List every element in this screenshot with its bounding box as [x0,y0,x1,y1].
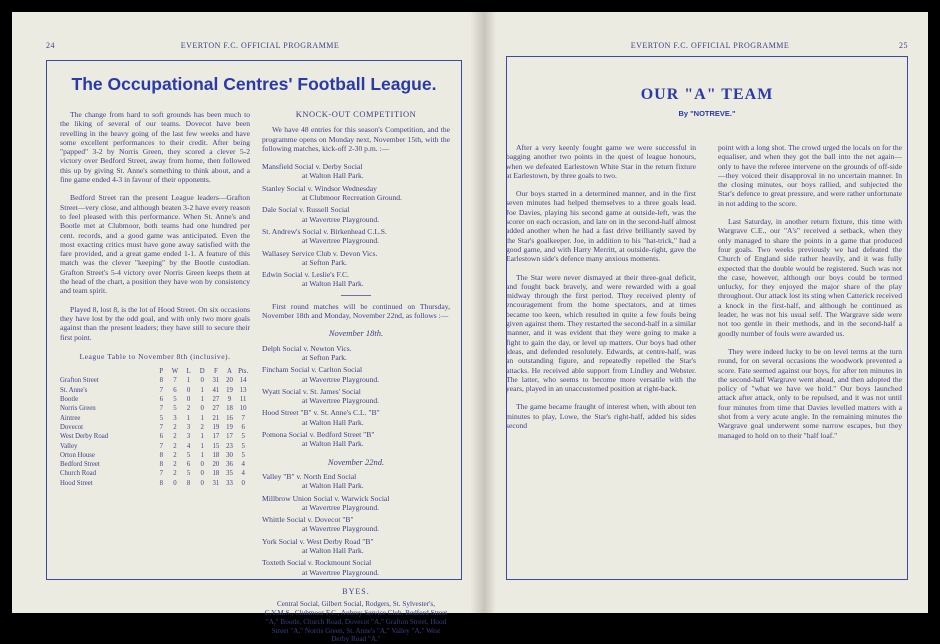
fixture-match: Edwin Social v. Leslie's F.C. [262,270,349,280]
table-cell: 19 [226,423,233,431]
fixture-match: Mansfield Social v. Derby Social [262,162,363,172]
table-row [60,395,250,404]
fixture [262,365,450,384]
team-name-cell: Orton House [60,451,95,459]
table-cell: 4 [186,442,191,450]
fixture-venue: at Sefton Park. [302,352,347,362]
table-cell: 14 [239,377,247,385]
article-paragraph: The Star were never dismayed at their three-goal deficit, and fought back bravely, and were rewarded with a goal midway through the first period. They received plenty of encouragement from the home spectators, and at times became too keen, which resulted in quite a few fouls being given against them. They restarted the second-half in a similar manner, and it was evident that they were going to make a fight to gain the day, or level up matters. Our boys had other ideas, and defended resolutely. Edwards, at centre-half, was an outstanding figure, and repeatedly repelled the Star's attacks. He received able support from Lindley and Webster. The latter, who seems to become more versatile with the years, played in an unaccustomed position at right-back. [506,272,696,394]
table-column-header: L [186,368,191,376]
league-table [60,367,250,488]
article-paragraph: Played 8, lost 8, is the lot of Hood Street. On six occasions they have lost by the odd goal, and with only two more goals against than the present leaders; they have still to secure their first point. [60,304,250,342]
table-cell: 1 [186,414,191,422]
table-column-header: P [159,368,164,376]
table-cell: 0 [200,479,204,487]
table-cell: 0 [200,461,204,469]
article-paragraph: Bedford Street ran the present League leaders—Grafton Street—very close, and although beaten 3-2 have every reason to feel pleased with this performance. When St. Anne's and Bootle met at Clubmoor, both teams had one hundred per cent. records, and a good game was anticipated. Even the most exacting critics must have gone away satisfied with the fare provided, and a great game ended 1-1. A feature of this match was the clever "keeping" by the Bootle custodian. Grafton Street's 5-4 victory over Norris Green keeps them at the head of the chart, a position they have won by consistency and team spirit. [60,193,250,296]
table-cell: 4 [241,470,245,478]
fixture-date-heading: November 22nd. [327,456,385,467]
table-row [60,376,250,385]
table-cell: 2 [173,423,177,431]
table-cell: 1 [200,442,204,450]
table-cell: 1 [186,377,191,385]
fixture-venue: at Walton Hall Park. [302,545,364,555]
knockout-heading: KNOCK-OUT COMPETITION [295,109,417,119]
table-cell: 5 [173,396,177,404]
programme-spread [12,12,928,644]
table-cell: 11 [239,396,247,404]
fixture [262,558,450,577]
fixture-venue: at Clubmoor Recreation Ground. [302,193,402,203]
table-cell: 9 [227,396,232,404]
table-cell: 13 [239,386,247,394]
article-title: OUR "A" TEAM [640,86,774,103]
table-cell: 4 [241,461,245,469]
table-cell: 1 [200,451,204,459]
left-page [12,12,474,644]
left-column-2 [262,110,450,644]
table-cell: 5 [173,405,177,413]
fixture-venue: at Wavertree Playground. [302,374,380,384]
fixture-list-22nd [262,472,450,577]
table-cell: 5 [241,442,245,450]
fixture [262,249,450,268]
table-cell: 17 [226,433,233,441]
table-cell: 1 [200,386,204,394]
article-paragraph: Last Saturday, in another return fixture, this time with Wargrave C.E., our "A's" received a setback, when they only managed to share the points in a game that produced four goals. Two weeks previously we had defeated the Church of England side rather heavily, and it was fully expected that the double would be registered. Such was not the case, however, although our boys could be termed unlucky, for they enjoyed the major share of the play throughout. Our attack lost its sting when Catterick received a knock in the first-half, and although he continued as leader, he was not his usual self. The Wargrave side were not too gentle in their methods, and in the second-half a goodly number of fouls were awarded us. [718,217,902,338]
team-name-cell: Bedford Street [60,461,100,469]
table-cell: 27 [212,396,220,404]
table-row [60,451,250,460]
table-cell: 1 [200,433,204,441]
table-cell: 31 [212,377,220,385]
fixture-match: Delph Social v. Newton Vics. [262,343,352,353]
fixture [262,494,450,513]
fixture-venue: at Sefton Park. [302,257,347,267]
table-cell: 0 [186,396,191,404]
table-cell: 5 [241,433,245,441]
table-cell: 0 [173,479,177,487]
fixture-venue: at Wavertree Playground. [302,214,380,224]
table-cell: 6 [159,433,163,441]
table-column-header: F [213,368,218,376]
left-running-title: EVERTON F.C. OFFICIAL PROGRAMME [180,41,340,50]
fixture-list-18th [262,344,450,449]
table-cell: 33 [226,479,233,487]
fixture-venue: at Walton Hall Park. [302,481,364,491]
table-cell: 8 [159,479,163,487]
table-cell: 7 [159,442,163,450]
fixture [262,270,450,289]
table-cell: 10 [239,405,247,413]
team-name-cell: St. Anne's [60,386,88,394]
table-cell: 6 [159,396,163,404]
table-cell: 5 [186,451,191,459]
fixture-match: Whittle Social v. Dovecot "B" [262,515,354,525]
fixture-venue: at Wavertree Playground. [302,236,380,246]
article-paragraph: Our boys started in a determined manner, and in the first seven minutes had helped themselves to a three goals lead. Joe Davies, playing his second game at outside-left, was the scorer on each occasion, and late on in the second-half almost added another when he had a fast drive brilliantly saved by the Star's goalkeeper. Joe, in addition to his "hat-trick," had a good game, and with Harry Merritt, at outside-right, gave the Earlestown side's defence many anxious moments. [506,189,696,264]
left-running-head [12,41,474,53]
team-name-cell: Aintree [60,414,81,422]
article-paragraph: The game became fraught of interest when, with about ten minutes to play, Lowe, the Star's right-half, added his sides second [506,402,696,431]
table-cell: 20 [226,377,233,385]
fixture-list-first [262,162,450,289]
fixture [262,162,450,181]
table-cell: 2 [200,423,204,431]
table-cell: 7 [173,377,177,385]
table-cell: 17 [212,433,220,441]
table-cell: 2 [173,470,177,478]
fixture-venue: at Walton Hall Park. [302,439,364,449]
team-name-cell: Valley [60,442,78,450]
table-cell: 6 [241,423,245,431]
table-cell: 2 [186,405,191,413]
fixture [262,515,450,534]
table-cell: 7 [159,470,163,478]
table-cell: 36 [226,461,233,469]
right-column-1 [506,143,696,439]
fixture-venue: at Wavertree Playground. [302,396,380,406]
first-round-note: First round matches will be continued on Thursday, November 18th and Monday, November 22nd, as follows :— [262,301,450,321]
byes-text: Central Social, Gilbert Social, Rodgers, St. Sylvester's, C.Y.M.S., Clubmoor F.C., Aubrey Service Club, Bedford Street "A," Bootle, Church Road, Dovecot "A," Grafton Street, Hood Street "A," Norris Green, St. Anne's "A," Valley "A," West Derby Road "A." [264,600,448,644]
fixture-match: Fincham Social v. Carlton Social [262,365,363,375]
table-row [60,479,250,488]
fixture-match: York Social v. West Derby Road "B" [262,536,374,546]
knockout-intro: We have 48 entries for this season's Competition, and the programme opens on Monday next, November 15th, with the following matches, kick-off 2-30 p.m. :— [262,125,450,153]
fixture [262,344,450,363]
team-name-cell: Dovecot [60,423,84,431]
table-cell: 18 [212,451,220,459]
fixture [262,184,450,203]
table-row [60,423,250,432]
fixture-match: Valley "B" v. North End Social [262,471,357,481]
fixture [262,408,450,427]
fixture-match: Pomona Social v. Bedford Street "B" [262,430,375,440]
table-cell: 2 [173,461,177,469]
table-row [60,442,250,451]
table-cell: 18 [212,470,220,478]
article-paragraph: They were indeed lucky to be on level terms at the turn round, for on several occasions the woodwork prevented a score. Fate seemed against our boys, for after ten minutes in the second-half Wargrave went ahead, and then adopted the policy of "what we have we hold." Our boys launched attack after attack, only to be repulsed, and it was not until four minutes from time that Davies levelled matters with a shot from a very acute angle. In the remaining minutes the Wargrave goal underwent some narrow escapes, but they managed to hold on to their "half loaf." [718,346,902,440]
table-cell: 3 [173,414,177,422]
league-table-heading: League Table to November 8th (inclusive). [79,351,231,361]
table-cell: 2 [173,451,177,459]
article-paragraph: After a very keenly fought game we were successful in bagging another two points in the quest of league honours, when we defeated Earlestown White Star in the return fixture at Earlestown, by three goals to two. [506,143,696,180]
table-cell: 6 [173,386,177,394]
fixture-match: Millbrow Union Social v. Warwick Social [262,493,390,503]
right-page [492,12,928,613]
fixture-match: Toxteth Social v. Rockmount Social [262,558,372,568]
table-cell: 19 [212,423,220,431]
table-cell: 3 [186,433,191,441]
table-cell: 7 [241,414,245,422]
fixture [262,537,450,556]
fixture-match: Stanley Social v. Windsor Wednesday [262,183,377,193]
table-cell: 18 [226,405,233,413]
table-row [60,469,250,478]
fixture-venue: at Wavertree Playground. [302,502,380,512]
table-cell: 21 [212,414,220,422]
table-cell: 30 [226,451,233,459]
table-row [60,460,250,469]
fixture-match: Wallasey Service Club v. Devon Vics. [262,248,378,258]
fixture [262,227,450,246]
article-paragraph: The change from hard to soft grounds has been much to the liking of several of our teams. Dovecot have been revelling in the heavy going of the last few weeks and have some excellent performances to their credit. After being "papped" 3-2 by Norris Green, they scored a clever 5-2 victory over Bedford Street, away from home, then followed this up by giving St. Anne's something to think about, and a fine game ended 4-3 in favour of their opponents. [60,110,250,185]
table-cell: 3 [186,423,191,431]
fixture [262,430,450,449]
fixture-venue: at Walton Hall Park. [302,417,364,427]
table-cell: 31 [212,479,220,487]
article-paragraph: point with a long shot. The crowd urged the locals on for the equaliser, and when they got the ball into the net again—only to have the referee intervene on the grounds of off-side—they voiced their disapproval in no uncertain manner. In the closing minutes, our boys rallied, and subjected the Star's defence to great pressure, and were rather unfortunate in not adding to the score. [718,143,902,208]
fixture-match: St. Andrew's Social v. Birkenhead C.L.S. [262,226,387,236]
table-cell: 19 [226,386,233,394]
fixture-match: Hood Street "B" v. St. Anne's C.L. "B" [262,408,380,418]
table-cell: 2 [173,433,177,441]
right-running-head [492,41,928,53]
team-name-cell: West Derby Road [60,433,109,441]
team-name-cell: Norris Green [60,405,96,413]
table-cell: 1 [200,396,204,404]
fixture [262,387,450,406]
fixture-match: Dale Social v. Russell Social [262,205,350,215]
article-byline: By "NOTREVE." [678,109,736,118]
fixture [262,472,450,491]
table-cell: 27 [212,405,220,413]
table-column-header: W [171,368,179,376]
table-cell: 7 [159,405,163,413]
table-cell: 23 [226,442,233,450]
table-cell: 15 [212,442,220,450]
table-cell: 8 [159,377,163,385]
page-title: The Occupational Centres' Football League. [71,74,437,94]
table-cell: 20 [212,461,220,469]
table-row [60,432,250,441]
league-table-body [60,376,250,488]
left-column-1 [60,110,250,488]
table-column-header: D [199,368,205,376]
table-row [60,386,250,395]
right-running-title: EVERTON F.C. OFFICIAL PROGRAMME [630,41,790,50]
table-cell: 5 [241,451,245,459]
table-column-header: A [227,368,232,376]
table-cell: 8 [159,461,163,469]
fixture-venue: at Wavertree Playground. [302,524,380,534]
fixture-match: Wyatt Social v. St. James' Social [262,386,361,396]
left-page-number: 24 [46,41,55,50]
team-name-cell: Hood Street [60,479,93,487]
table-cell: 16 [226,414,233,422]
table-cell: 5 [186,470,191,478]
table-cell: 1 [200,414,204,422]
table-row [60,404,250,413]
league-table-header-row [60,367,250,376]
fixture-venue: at Wavertree Playground. [302,567,380,577]
fixture-venue: at Walton Hall Park. [302,171,364,181]
table-column-header: Pts. [238,368,249,376]
table-cell: 0 [200,377,204,385]
table-cell: 5 [159,414,163,422]
table-cell: 41 [212,386,220,394]
divider [341,295,371,296]
fixture [262,205,450,224]
team-name-cell: Church Road [60,470,97,478]
byes-heading: BYES. [342,586,370,596]
fixture-venue: at Walton Hall Park. [302,279,364,289]
team-name-cell: Grafton Street [60,377,99,385]
fixture-date-heading: November 18th. [328,328,384,339]
table-cell: 35 [226,470,233,478]
table-cell: 0 [241,479,245,487]
table-cell: 0 [200,405,204,413]
table-cell: 8 [186,479,191,487]
right-page-number: 25 [899,41,908,50]
table-cell: 7 [159,423,163,431]
table-cell: 7 [159,386,163,394]
team-name-cell: Bootle [60,396,79,404]
table-cell: 0 [186,386,191,394]
table-cell: 6 [186,461,191,469]
table-cell: 0 [200,470,204,478]
table-cell: 8 [159,451,163,459]
table-cell: 2 [173,442,177,450]
table-row [60,414,250,423]
right-column-2 [718,143,902,449]
